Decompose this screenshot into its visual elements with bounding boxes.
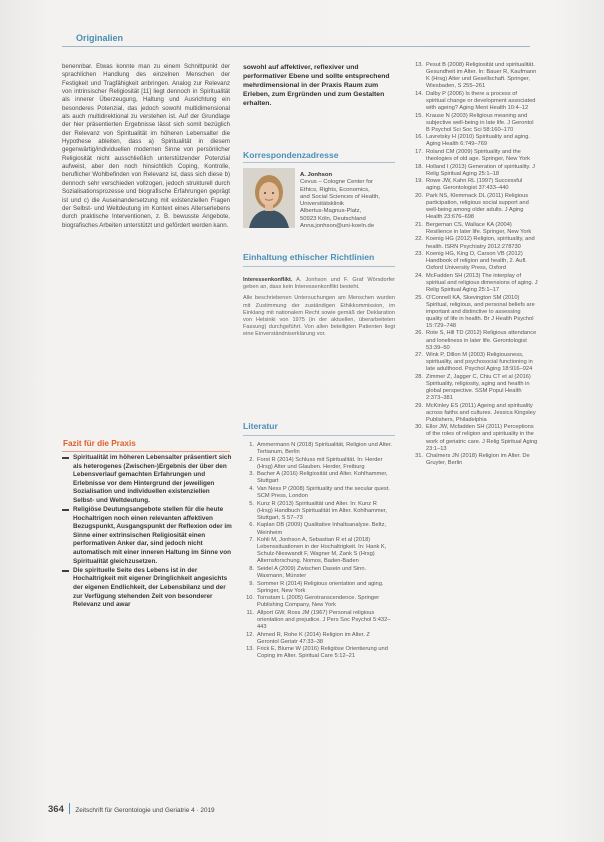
reference-number: 13. <box>415 62 423 68</box>
conflict-statement <box>243 277 395 291</box>
reference-text: O'Connell KA, Skevington SM (2010) Spiritual, religious, and personal beliefs are important and distinctive to assessing quality of life in health. Br J Health Psychol 15:729–748 <box>426 294 535 329</box>
left-column-text <box>62 63 230 230</box>
reference-number: 30. <box>415 424 423 431</box>
conflict-text: A. Jonhson und F. Graf Wörsdorfer geben an, dass kein Interessenkonflikt besteht. <box>243 277 395 291</box>
reference-entry <box>412 273 538 294</box>
reference-entry <box>243 632 393 646</box>
reference-entry <box>412 453 538 467</box>
reference-text: Kohli M, Jonhson A, Sebastian R et al (2018) Lebenssituationen in der Hochaltrigkeit. In: Hank K, Schulz-Nieswandt F, Wagner M, Zank S (Hrsg) Alternsforschung. Nomos, Baden-Baden <box>257 537 387 565</box>
reference-text: Forst R (2014) Schluss mit Spiritualität. In: Herder (Hrsg) Alter und Glauben. Herder, Freiburg <box>257 456 383 470</box>
reference-text: Bergeman CS, Wallace KA (2004) Resilience in later life. Springer, New York <box>426 221 532 235</box>
reference-entry <box>412 330 538 351</box>
email-link[interactable]: Anna.jonhson@uni-koeln.de <box>300 223 375 230</box>
reference-number: 5. <box>249 500 254 507</box>
address-line: Ethics, Rights, Economics, <box>300 186 370 193</box>
reference-number: 26. <box>415 330 423 337</box>
reference-number: 4. <box>249 486 254 493</box>
reference-number: 22. <box>415 236 423 243</box>
bullet-icon <box>62 457 69 459</box>
reference-number: 24. <box>415 272 423 279</box>
fazit-item-text: Die spirituelle Seite des Lebens ist in der Hochaltrigkeit mit eigener Dringlichkeit angesichts der eigenen Endlichkeit, der Lebensbilanz und der zur Verfügung stehenden Zeit von besonderer Relevanz und awar <box>73 566 228 609</box>
reference-text: Zimmer Z, Jagger C, Chiu CT et al (2016) Spirituality, religiosity, aging and health in global perspective. SSM Popul Health 2:373–381 <box>426 373 531 402</box>
reference-entry <box>412 374 538 402</box>
reference-entry <box>243 537 393 565</box>
reference-number: 13. <box>246 646 254 653</box>
address-line: and Social Sciences of Health, <box>300 193 380 200</box>
bullet-icon <box>62 509 69 511</box>
page-footer <box>48 803 215 815</box>
reference-entry <box>412 193 538 221</box>
reference-text: Ammermann N (2018) Spiritualität, Religion und Alter. Tertianum, Berlin <box>257 442 392 456</box>
study-statement: Alle beschriebenen Untersuchungen am Menschen wurden mit Zustimmung der zuständigen Ethikkommission, im Einklang mit nationalem Recht sowie gemäß der Deklaration von Helsinki von 1975 (in der aktuellen, überarbeiteten Fassung) durchgeführt. Von allen beteiligten Patienten liegt eine Einverständniserklärung vor. <box>243 295 395 338</box>
reference-number: 6. <box>249 522 254 529</box>
reference-entry <box>243 610 393 631</box>
reference-text: Holland I (2013) Generation of spirituality. J Relig Spiritual Aging 25:1–18 <box>426 163 535 177</box>
fazit-rule <box>62 451 230 452</box>
conflict-label: Interessenkonflikt. <box>243 277 293 283</box>
reference-text: Krause N (2003) Religious meaning and subjective well-being in late life. J Gerontol B Psychol Sci Soc Sci 58:160–170 <box>426 112 534 133</box>
reference-text: Seidel A (2009) Zwischen Dasein und Sinn. Waxmann, Münster <box>257 565 367 579</box>
reference-entry <box>243 501 393 522</box>
address-line: 50923 Köln, Deutschland <box>300 215 366 222</box>
page-number: 364 <box>48 804 64 815</box>
reference-entry <box>412 403 538 424</box>
reference-entry <box>412 222 538 236</box>
reference-number: 16. <box>415 134 423 141</box>
reference-entry <box>412 424 538 452</box>
reference-text: Van Ness P (2008) Spirituality and the secular quest. SCM Press, London <box>257 486 390 500</box>
reference-entry <box>243 646 393 660</box>
reference-text: Frick E, Blume W (2016) Religiöse Orientierung und Coping im Alter. Spiritual Care 5:12–21 <box>257 646 388 660</box>
fazit-item-text: Spiritualität im höheren Lebensalter präsentiert sich als heterogenes (Zwischen-)Ergebnis der über den Lebensverlauf gemachten Erfahrungen und Erlebnisse vor dem Hintergrund der jeweiligen Sozialisation und individuellen existenziellen Selbst- und Weltdeutung. <box>73 454 232 504</box>
reference-list-right <box>412 62 538 468</box>
correspondence-rule <box>243 162 395 163</box>
reference-entry <box>412 295 538 330</box>
reference-number: 17. <box>415 148 423 155</box>
author-portrait-icon <box>243 168 295 228</box>
reference-text: McKinley ES (2011) Ageing and spirituality across faiths and cultures. Jessica Kingsley Publishers, Philadelphia <box>426 402 536 423</box>
reference-text: Wink P, Dillon M (2003) Religiousness, spirituality, and psychosocial functioning in late adulthood. Psychol Aging 18:916–924 <box>426 352 533 373</box>
reference-entry <box>412 113 538 134</box>
reference-number: 18. <box>415 163 423 170</box>
reference-number: 14. <box>415 90 423 97</box>
fazit-item <box>62 506 232 566</box>
literature-heading: Literatur <box>243 421 278 431</box>
body-paragraph: benennbar. Etwas konnte man zu einem Schnittpunkt der sprachlichen Handlung des einzelnen Menschen der Festigkeit und Tragfähigkeit anbringen. Analog zur Relevanz von intrinsischer Religiosität [11] liegt dennoch in Spiritualität als innerer Überzeugung, Haltung und Ausrichtung ein besonderes Potenzial, das jedoch sowohl multidimensional als auch multidirektional zu verstehen ist. Auf der Grundlage der hier präsentierten Ergebnisse lässt sich somit bezüglich der Relevanz von Spiritualität im höheren Lebensalter die Hypothese ableiten, dass a) Spiritualität in diesem gegenwärtig/individuellen modernen Sinne von persönlicher Religiosität nicht ausschließlich unterstützender Potenzial aufweist, aber den noch hinsichtlich Coping, Kontrolle, beruflicher Wohlbefinden von Relevanz ist, dass sich diese b) dennoch sehr verschieden vollzogen, jedoch strukturell durch Sozialisationsprozesse und biografische Erfahrungen geprägt ist und c) die Auseinandersetzung mit existenziellen Fragen der Selbst- und Weltdeutung im Kontext eines Alterserlebens durch praktische Interventionen, z. B. bewusste Angebote, biografisches Arbeiten unterstützt und gefördert werden kann. <box>62 63 230 229</box>
reference-number: 23. <box>415 251 423 258</box>
address-line: Albertus-Magnus-Platz, <box>300 208 362 215</box>
reference-entry <box>412 91 538 112</box>
reference-number: 3. <box>249 471 254 478</box>
correspondence-heading: Korrespondenzadresse <box>243 150 339 160</box>
reference-text: Park NS, Klemmack DL (2011) Religious participation, religious social support and well-being among older adults. J Aging Health 23:676–698 <box>426 193 529 221</box>
fazit-item <box>62 567 232 610</box>
header-rule <box>62 46 530 47</box>
author-photo <box>243 168 295 228</box>
reference-text: Kunz R (2013) Spiritualität und Alter. In: Kunz R (Hrsg) Handbuch Spiritualität im Alter. Kohlhammer, Stuttgart, S 57–73 <box>257 500 387 521</box>
reference-text: Ahmed R, Rohe K (2014) Religion im Alter. Z Gerontol Geriatr 47:33–38 <box>257 631 370 645</box>
reference-number: 15. <box>415 112 423 119</box>
reference-list-middle <box>243 442 393 661</box>
reference-number: 25. <box>415 294 423 301</box>
ethics-rule <box>243 266 395 267</box>
reference-text: Chalmers JN (2018) Religion im Alter. De Gruyter, Berlin <box>426 453 530 467</box>
reference-number: 1. <box>249 442 254 448</box>
reference-number: 7. <box>249 537 254 544</box>
reference-number: 12. <box>246 631 254 638</box>
reference-entry <box>243 581 393 595</box>
reference-text: Bacher A (2016) Religiosität und Alter. Kohlhammer, Stuttgart <box>257 471 388 485</box>
author-name: A. Jonhson <box>300 172 333 178</box>
footer-divider <box>69 803 71 814</box>
reference-entry <box>412 164 538 178</box>
reference-entry <box>243 595 393 609</box>
reference-entry <box>412 62 538 90</box>
fazit-heading: Fazit für die Praxis <box>63 439 136 448</box>
reference-entry <box>412 134 538 148</box>
reference-entry <box>243 486 393 500</box>
reference-number: 20. <box>415 193 423 199</box>
reference-text: Tornstam L (2005) Gerotranscendence. Springer Publishing Company, New York <box>257 595 380 609</box>
reference-text: Koenig HG (2012) Religion, spirituality, and health. ISRN Psychiatry 2012:278730 <box>426 236 535 250</box>
fazit-item <box>62 454 232 506</box>
reference-text: Rowe JW, Kahn RL (1997) Successful aging. Gerontologist 37:433–440 <box>426 178 523 192</box>
journal-citation: Zeitschrift für Gerontologie und Geriatrie 4 · 2019 <box>75 807 215 814</box>
reference-entry <box>412 251 538 272</box>
reference-number: 19. <box>415 178 423 185</box>
reference-text: Ellor JW, Mcfadden SH (2011) Perceptions of the roles of religion and spirituality in the work of geriatric care. J Relig Spiritual Aging 23:1–13 <box>426 424 538 452</box>
reference-number: 10. <box>246 595 254 602</box>
literature-rule <box>243 435 395 436</box>
reference-text: Roland CM (2009) Spirituality and the theologies of old age. Springer, New York <box>426 148 531 162</box>
reference-entry <box>412 236 538 250</box>
reference-number: 8. <box>249 565 254 572</box>
reference-text: McFadden SH (2013) The interplay of spiritual and religious dimensions of aging. J Relig Spiritual Aging 25:1–17 <box>426 272 538 293</box>
reference-number: 21. <box>415 221 423 228</box>
section-label: Originalien <box>76 33 124 43</box>
correspondence-address <box>300 172 398 230</box>
fazit-continuation: sowohl auf affektiver, reflexiver und performativer Ebene und sollte entsprechend mehrdimensional in der Praxis Raum zum Erleben, zum Ergründen und zum Gestalten erhalten. <box>243 64 390 107</box>
reference-number: 27. <box>415 352 423 359</box>
ethics-text <box>243 277 395 343</box>
bullet-icon <box>62 570 69 572</box>
reference-entry <box>243 471 393 485</box>
reference-text: Kaplan DB (2009) Qualitative Inhaltsanalyse. Beltz, Weinheim <box>257 522 386 536</box>
reference-text: Pesut B (2008) Religiosität und spiritualität. Gesundheit im Alter. In: Bauer R, Kaufmann K (Hrsg) Alter und Gesellschaft. Springer, Wiesbaden, S 255–261 <box>426 62 537 90</box>
address-line: Cevus – Cologne Center for <box>300 179 374 186</box>
reference-entry <box>412 178 538 192</box>
reference-number: 28. <box>415 373 423 380</box>
reference-text: Lavretsky H (2010) Spirituality and aging. Aging Health 6:749–769 <box>426 134 531 148</box>
reference-number: 11. <box>246 610 254 617</box>
reference-number: 29. <box>415 402 423 409</box>
reference-entry <box>243 566 393 580</box>
ethics-heading: Einhaltung ethischer Richtlinien <box>243 252 375 262</box>
reference-entry <box>412 352 538 373</box>
fazit-item-text: Religiöse Deutungsangebote stellen für die heute Hochaltrigen noch einen relevanten affektiven Bezugspunkt, Ausgangspunkt der Reflexion oder im Sinne einer extrinsischen Religiosität einen performativen Anker dar, sind jedoch nicht automatisch mit einer inneren Haltung im Sinne von Spiritualität gleichzusetzen. <box>73 506 232 565</box>
reference-text: Sommer R (2014) Religious orientation and aging. Springer, New York <box>257 580 384 594</box>
reference-text: Koenig HG, King D, Carson VB (2012) Handbook of religion and health, 2. Aufl. Oxford University Press, Oxford <box>426 251 527 272</box>
reference-number: 31. <box>415 453 423 460</box>
reference-text: Rote S, Hill TD (2012) Religious attendance and loneliness in later life. Gerontologist 53:39–50 <box>426 330 537 351</box>
fazit-box <box>62 454 232 610</box>
reference-entry <box>243 442 393 456</box>
reference-entry <box>243 457 393 471</box>
address-line: Universitätsklinik <box>300 201 344 208</box>
reference-number: 2. <box>249 456 254 463</box>
reference-entry <box>412 149 538 163</box>
reference-entry <box>243 522 393 536</box>
reference-number: 9. <box>249 580 254 587</box>
reference-text: Dalby P (2006) Is there a process of spiritual change or development associated with ageing? Aging Ment Health 10:4–12 <box>426 90 536 111</box>
reference-text: Allport GW, Ross JM (1967) Personal religious orientation and prejudice. J Pers Soc Psychol 5:432–443 <box>257 610 391 631</box>
